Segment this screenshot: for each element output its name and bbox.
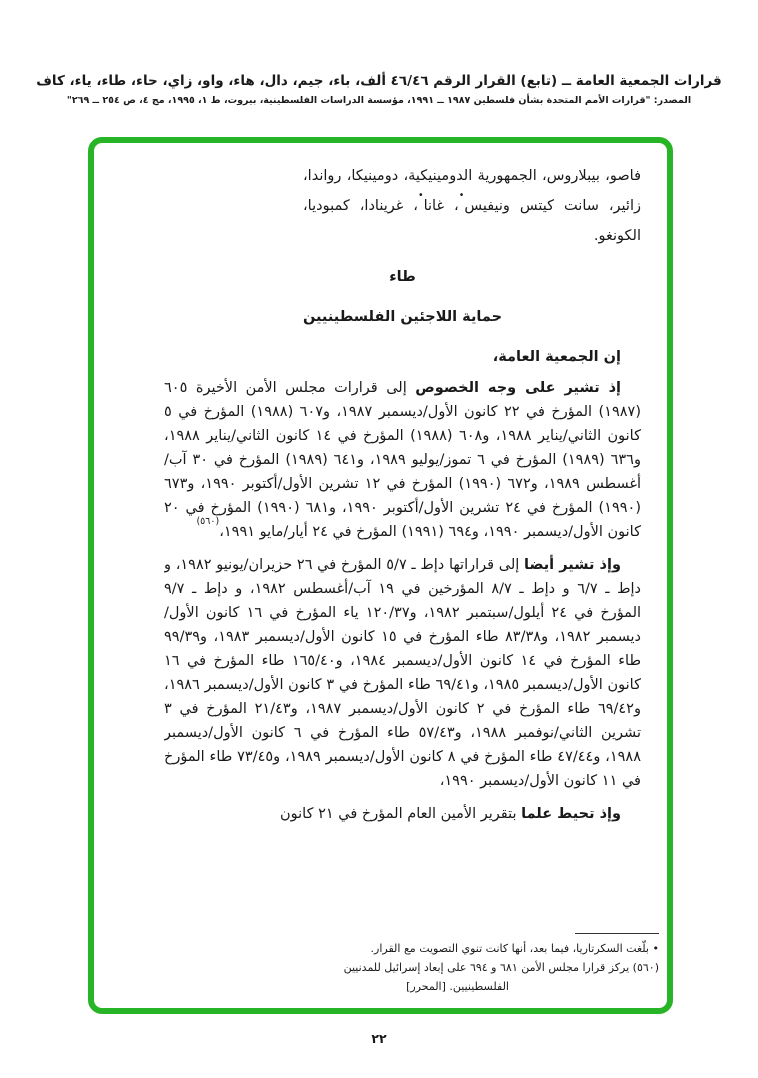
footnote-star-marker: • [652,942,659,955]
green-frame [88,137,673,1014]
paragraph-recalling-text: إلى قرارات مجلس الأمن الأخيرة ٦٠٥ (١٩٨٧) المؤرخ في ٢٢ كانون الأول/ديسمبر ١٩٨٧، و٦٠٧ (١٩٨٨) المؤرخ في ٥ كانون الثاني/يناير ١٩٨٨، و٦٠٨ (١٩٨٨) المؤرخ في ١٤ كانون الثاني/يناير ١٩٨٨، و٦٣٦ (١٩٨٩) المؤرخ في ٦ تموز/يوليو ١٩٨٩، و٦٤١ (١٩٨٩) المؤرخ في ٣٠ آب/أغسطس ١٩٨٩، و٦٧٢ (١٩٩٠) المؤرخ في ١٢ تشرين الأول/أكتوبر ١٩٩٠، و٦٧٣ (١٩٩٠) المؤرخ في ٢٤ تشرين الأول/أكتوبر ١٩٩٠، و٦٨١ (١٩٩٠) المؤرخ في ٢٠ كانون الأول/ديسمبر ١٩٩٠، و٦٩٤ (١٩٩١) المؤرخ في ٢٤ أيار/مايو ١٩٩١، [164,380,641,540]
footnote-ref-560: (٥٦٠) [196,516,220,528]
footnote-560 [311,958,659,977]
header-source-line: المصدر: "قرارات الأمم المتحدة بشأن فلسطين ١٩٨٧ ــ ١٩٩١، مؤسسة الدراسات الفلسطينية، بيروت، ط ١، ١٩٩٥، مج ٤، ص ٢٥٤ ــ ٢٦٩" [66,95,692,106]
country-footnote-marker: • [458,190,465,202]
page-number: ٢٢ [371,1031,387,1046]
paragraph-recalling-also-lead: وإذ تشير أيضا [524,557,621,573]
footnote-560-marker: (٥٦٠) [632,961,659,974]
resolution-body [164,159,641,920]
footnotes [311,933,659,996]
footnote-star [311,939,659,958]
paragraph-recalling-also-text: إلى قراراتها دإط ـ ٥/٧ المؤرخ في ٢٦ حزيران/يونيو ١٩٨٢، و دإط ـ ٦/٧ و دإط ـ ٨/٧ المؤرخين في ١٩ آب/أغسطس ١٩٨٢، و دإط ـ ٩/٧ المؤرخ في ٢٤ أيلول/سبتمبر ١٩٨٢، و١٢٠/٣٧ ياء المؤرخ في ١٦ كانون الأول/ديسمبر ١٩٨٢، و٨٣/٣٨ طاء المؤرخ في ١٥ كانون الأول/ديسمبر ١٩٨٣، و٩٩/٣٩ طاء المؤرخ في ١٤ كانون الأول/ديسمبر ١٩٨٤، و١٦٥/٤٠ طاء المؤرخ في ١٦ كانون الأول/ديسمبر ١٩٨٥، و٦٩/٤١ طاء المؤرخ في ٣ كانون الأول/ديسمبر ١٩٨٦، و٦٩/٤٢ طاء المؤرخ في ٢ كانون الأول/ديسمبر ١٩٨٧، و٢١/٤٣ المؤرخ في ٣ تشرين الثاني/نوفمبر ١٩٨٨، و٥٧/٤٣ طاء المؤرخ في ٦ كانون الأول/ديسمبر ١٩٨٨، و٤٧/٤٤ طاء المؤرخ في ٨ كانون الأول/ديسمبر ١٩٨٩، و٧٣/٤٥ طاء المؤرخ في ١١ كانون الأول/ديسمبر ١٩٩٠، [164,557,641,789]
paragraph-taking-note [164,802,641,826]
paragraph-recalling [164,376,641,544]
footnote-star-text: بلّغت السكرتاريا، فيما بعد، أنها كانت تنوي التصويت مع القرار. [370,942,649,955]
footnote-560-continuation: الفلسطينيين. [المحرر] [406,980,509,993]
paragraph-taking-note-text: بتقرير الأمين العام المؤرخ في ٢١ كانون [280,806,522,822]
footnote-separator [575,933,659,934]
header-title-line: قرارات الجمعية العامة ــ (تابع) القرار الرقم ٤٦/٤٦ ألف، باء، جيم، دال، هاء، واو، زاي، حاء، طاء، ياء، كاف [36,73,722,89]
footnote-560-text: يركز قرارا مجلس الأمن ٦٨١ و ٦٩٤ على إبعاد إسرائيل للمدنيين [343,961,630,974]
paragraph-taking-note-lead: وإذ تحيط علما [521,806,621,822]
countries-text-part2: ، غانا [423,198,459,214]
countries-text-part1: فاصو، بيبلاروس، الجمهورية الدومينيكية، دومينيكا، رواندا، زائير، سانت كيتس ونيفيس [303,168,641,214]
preamble-opening: إن الجمعية العامة، [492,349,621,365]
paragraph-recalling-also [164,553,641,793]
paragraph-recalling-lead: إذ تشير على وجه الخصوص [415,380,621,396]
section-title-heading: حماية اللاجئين الفلسطينيين [302,309,503,325]
countries-paragraph [303,161,641,251]
countries-text-part3: ، غرينادا، كمبوديا، الكونغو. [303,198,641,244]
section-letter-heading: طاء [389,269,416,285]
country-footnote-marker: • [417,190,424,202]
page-header [28,72,730,107]
